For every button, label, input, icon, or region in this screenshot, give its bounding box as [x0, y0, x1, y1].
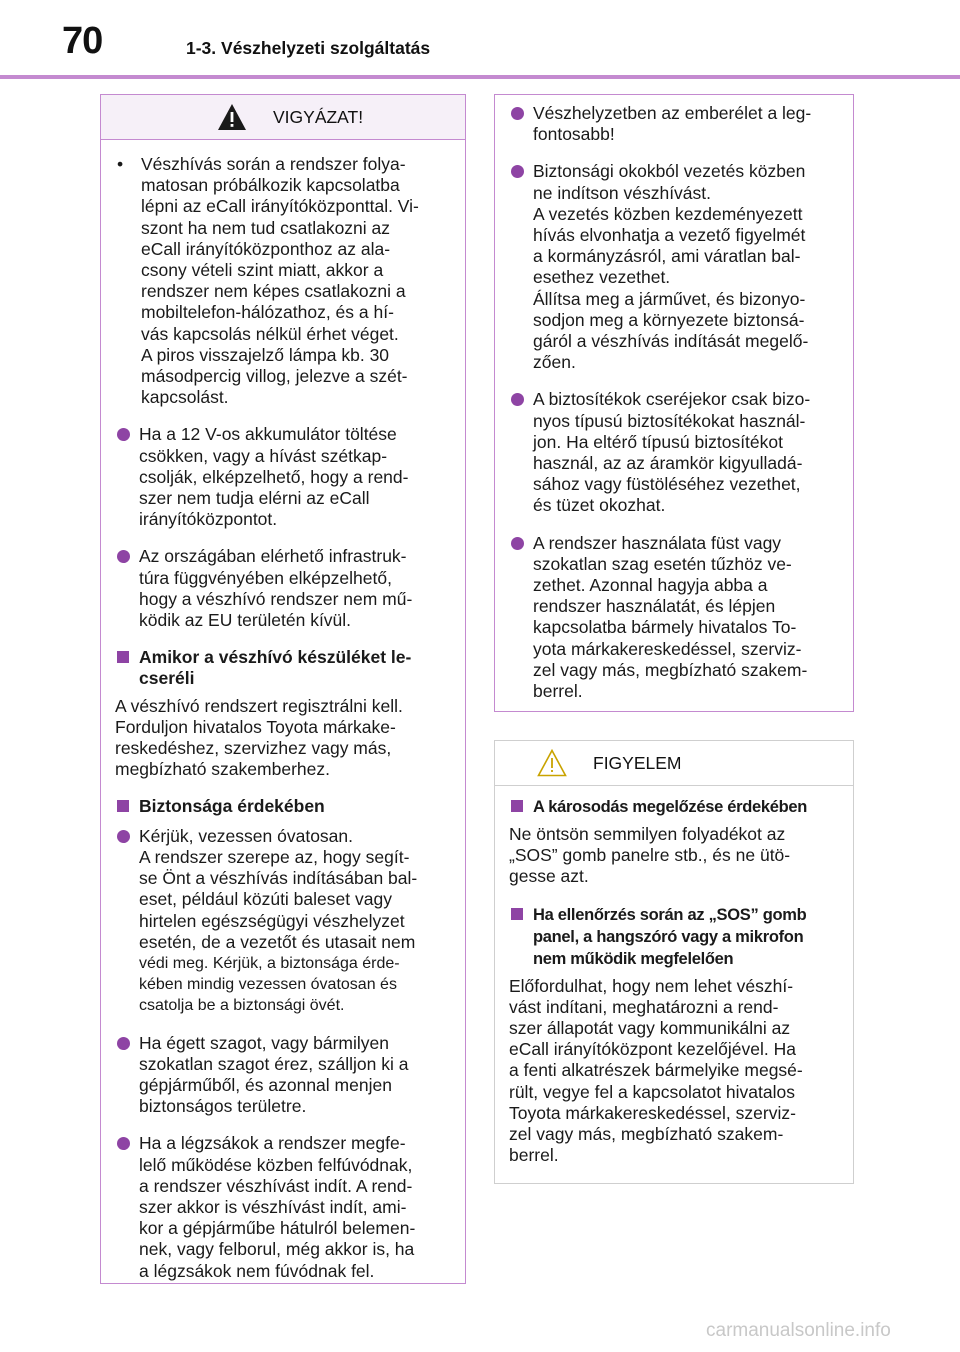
- header-rule: [0, 75, 960, 79]
- warning-bullet: [509, 161, 839, 373]
- warning-bullet: [509, 389, 839, 516]
- bullet-dot-icon: [511, 537, 524, 550]
- section-title: 1-3. Vészhelyzeti szolgáltatás: [186, 38, 431, 58]
- notice-heading-text: A károsodás megelőzése érdekében: [533, 798, 808, 816]
- caution-title: VIGYÁZAT!: [273, 106, 364, 127]
- warning-triangle-icon: [217, 103, 247, 131]
- bullet-dot-icon: [511, 165, 524, 178]
- notice-heading-text: Ha ellenőrzés során az „SOS” gomb panel, a hangszóró vagy a mikrofon nem működik megfelelően: [533, 905, 807, 968]
- bullet-dot-icon: [117, 830, 130, 843]
- caution-bullet-text: Az országában elérhető infrastruk- túra függvényében elképzelhető, hogy a vészhívó rendszer nem mű- ködik az EU területén kívül.: [139, 546, 413, 631]
- caution-bullet-text: Ha a légzsákok a rendszer megfe- lelő működése közben felfúvódnak, a rendszer vészhívást indít. A rend- szer akkor is vészhívást indít, ami- kor a gépjárműbe hátulról belemen- nek, vagy felborul, még akkor is, ha a légzsákok nem fúvódnak fel.: [139, 1133, 416, 1281]
- bullet-dot-icon: [117, 428, 130, 441]
- dash-marker: •: [117, 154, 124, 174]
- caution-bullet-text: Ha égett szagot, vagy bármilyen szokatlan szagot érez, szálljon ki a gépjárműből, és azonnal menjen biztonságos területre.: [139, 1032, 409, 1117]
- bullet-dot-icon: [117, 550, 130, 563]
- caution-paragraph: A vészhívó rendszert regisztrálni kell. Forduljon hivatalos Toyota márkake- reskedéshez, szervizhez vagy más, megbízható szakemberhez.: [115, 695, 403, 780]
- caution-heading-text: Amikor a vészhívó készüléket le- cseréli: [139, 647, 412, 689]
- caution-bullet: [115, 1033, 451, 1118]
- page-header: [0, 0, 960, 78]
- notice-heading: [509, 796, 839, 818]
- heading-square-icon: [117, 800, 129, 812]
- warning-bullet: [509, 103, 839, 145]
- warning-continued-box: [494, 94, 854, 712]
- caution-dash-text: Vészhívás során a rendszer folya- matosan próbálkozik kapcsolatba lépni az eCall irányítóközponttal. Vi- szont ha nem tud csatlakozni az eCall irányítóközponthoz az ala- csony vételi szint miatt, akkor a rendszer nem képes csatlakozni a mobiltelefon-hálózathoz, és a hí- vás kapcsolás nélkül érhet véget. A piros visszajelző lámpa kb. 30 másodpercig villog, jelezve a szét- kapcsolást.: [141, 154, 419, 408]
- bullet-dot-icon: [117, 1037, 130, 1050]
- notice-header: [495, 741, 853, 786]
- caution-bullet-text: Ha a 12 V-os akkumulátor töltése csökken, vagy a hívást szétkap- csolják, elképzelhető, hogy a rend- szer nem tudja elérni az eCall irányítóközpontot.: [139, 424, 409, 530]
- heading-square-icon: [511, 800, 523, 812]
- caution-bullet: [115, 1133, 451, 1281]
- caution-bullet: [115, 826, 451, 1017]
- warning-bullet-text: Biztonsági okokból vezetés közben ne indítson vészhívást. A vezetés közben kezdeményezett hívás elvonhatja a vezető figyelmét a kormányzásról, ami váratlan bal- esethez vezethet. Állítsa meg a járművet, és bizonyo- sodjon meg a környezete biztonsá- gáról a vészhívás indítását megelő- zően.: [533, 161, 809, 373]
- caution-bullet-text-small: védi meg. Kérjük, a biztonsága érde- kében mindig vezessen óvatosan és csatolja be a biztonsági övét.: [139, 954, 400, 1015]
- caution-bullet: [115, 424, 451, 530]
- page-number: 70: [62, 20, 103, 62]
- caution-dash-item: [115, 154, 451, 408]
- caution-heading: [115, 647, 451, 689]
- notice-box: [494, 740, 854, 1184]
- watermark: carmanualsonline.info: [706, 1320, 891, 1341]
- notice-triangle-icon: [537, 749, 567, 777]
- caution-header: [101, 95, 465, 140]
- bullet-dot-icon: [511, 393, 524, 406]
- caution-bullet-text: Kérjük, vezessen óvatosan. A rendszer szerepe az, hogy segít- se Önt a vészhívás indításában bal- eset, például közúti baleset vagy hirtelen egészségügyi vészhelyzet esetén, de a vezetőt és utasait nem: [139, 825, 418, 952]
- warning-bullet-text: Vészhelyzetben az emberélet a leg- fontosabb!: [533, 103, 812, 145]
- notice-paragraph: Ne öntsön semmilyen folyadékot az „SOS” gomb panelre stb., és ne ütö- gesse azt.: [509, 824, 791, 887]
- caution-bullet: [115, 546, 451, 631]
- notice-paragraph: Előfordulhat, hogy nem lehet vészhí- vást indítani, meghatározni a rend- szer állapotát vagy kommunikálni az eCall irányítóközpont kezelőjével. Ha a fenti alkatrészek bármelyike megsé- rült, vegye fel a kapcsolatot hivatalos Toyota márkakereskedéssel, szerviz- zel vagy más, megbízható szakem- berrel.: [509, 975, 803, 1166]
- warning-bullet: [509, 533, 839, 703]
- bullet-dot-icon: [511, 107, 524, 120]
- notice-heading: [509, 904, 839, 970]
- caution-box: [100, 94, 466, 1284]
- warning-bullet-text: A rendszer használata füst vagy szokatlan szag esetén tűzhöz ve- zethet. Azonnal hagyja abba a rendszer használatát, és lépjen kapcsolatba bármely hivatalos To- yota márkakereskedéssel, szerviz- zel vagy más, megbízható szakem- berrel.: [533, 532, 808, 702]
- warning-bullet-text: A biztosítékok cseréjekor csak bizo- nyos típusú biztosítékokat használ- jon. Ha eltérő típusú biztosítékot használ, az az áramkör kigyulladá- sához vagy füstöléséhez vezethet, és tüzet okozhat.: [533, 389, 811, 516]
- heading-square-icon: [511, 908, 523, 920]
- heading-square-icon: [117, 651, 129, 663]
- caution-heading-text: Biztonsága érdekében: [139, 796, 325, 817]
- notice-title: FIGYELEM: [593, 752, 682, 773]
- caution-heading: [115, 796, 451, 817]
- bullet-dot-icon: [117, 1137, 130, 1150]
